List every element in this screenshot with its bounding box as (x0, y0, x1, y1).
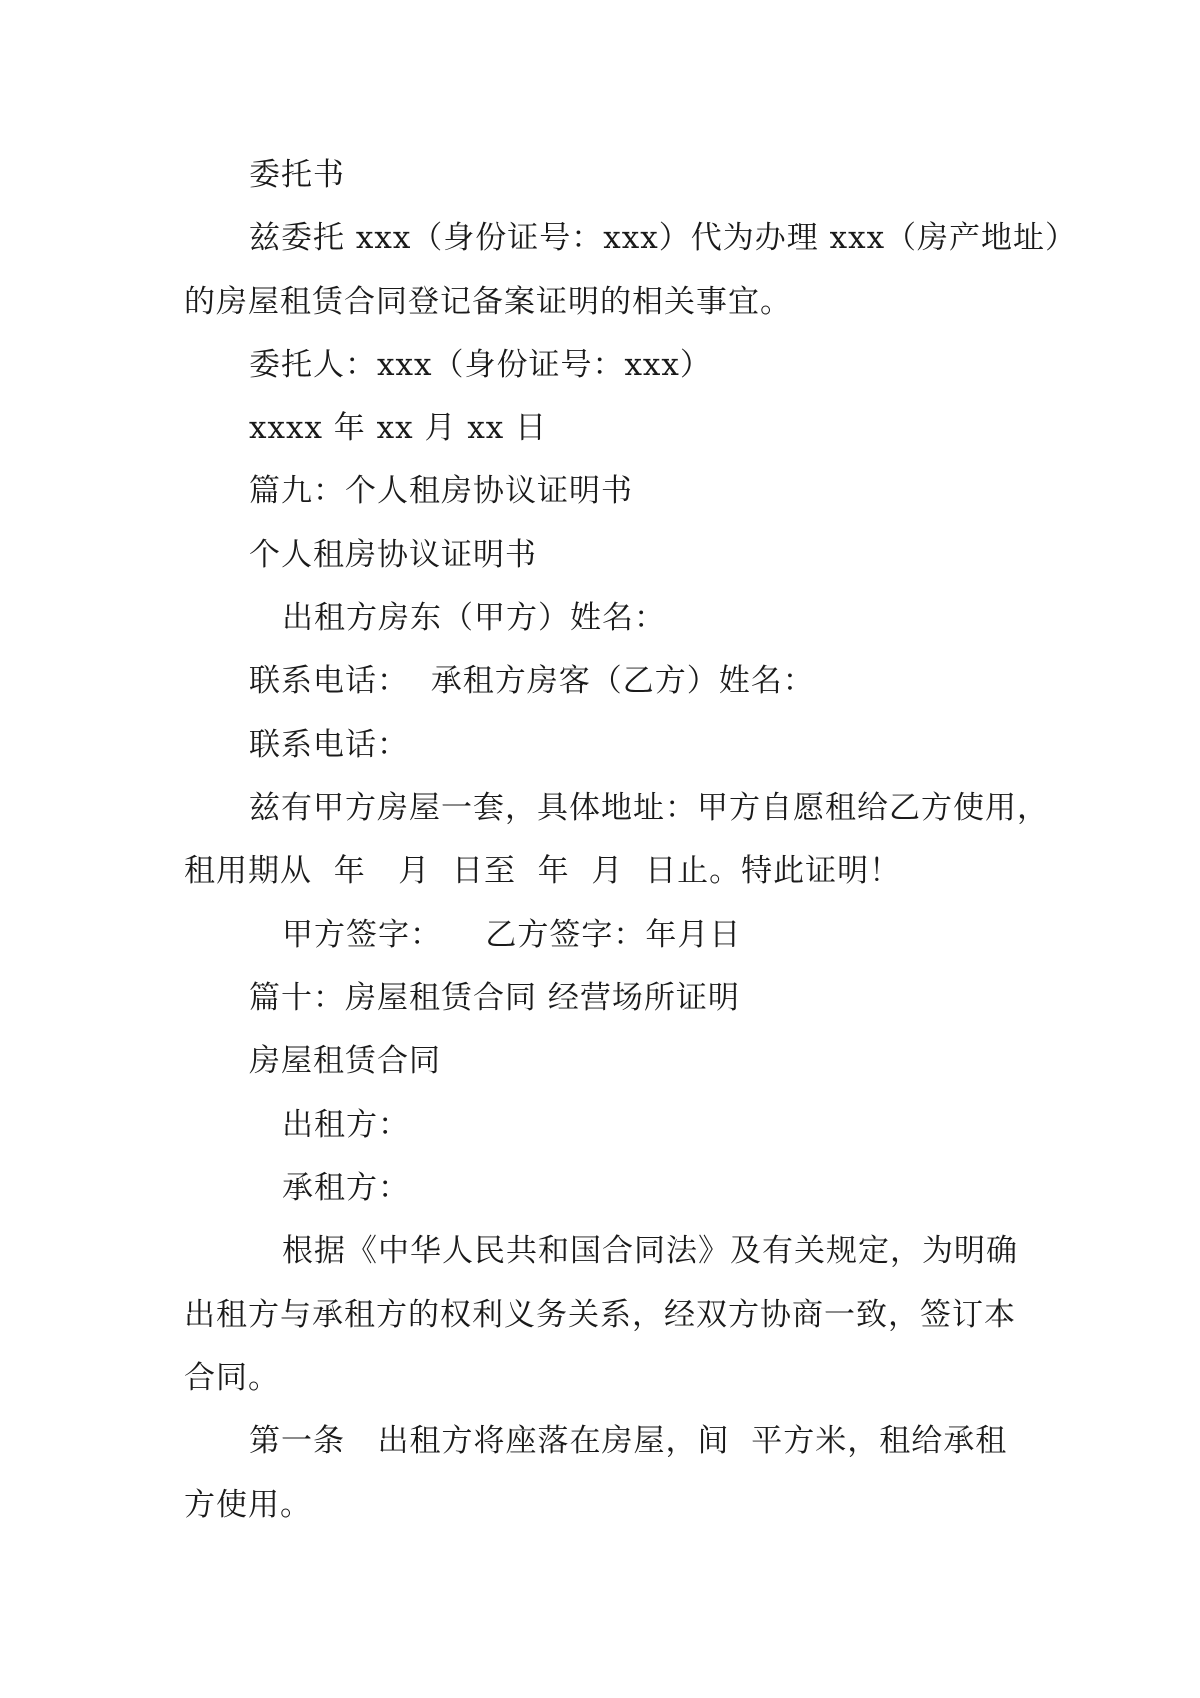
doc-line: 个人租房协议证明书 (249, 537, 537, 573)
doc-line: 的房屋租赁合同登记备案证明的相关事宜。 (184, 284, 792, 320)
doc-line: xxxx 年 xx 月 xx 日 (249, 410, 548, 446)
doc-line: 承租方： (282, 1170, 410, 1206)
doc-line: 出租方房东（甲方）姓名： (282, 600, 666, 636)
doc-line: 篇十：房屋租赁合同 经营场所证明 (249, 980, 740, 1016)
doc-line: 委托人：xxx（身份证号：xxx） (249, 347, 712, 383)
doc-line: 兹有甲方房屋一套，具体地址：甲方自愿租给乙方使用， (249, 790, 1049, 826)
doc-line: 房屋租赁合同 (249, 1043, 441, 1079)
doc-line: 联系电话： 承租方房客（乙方）姓名： (249, 663, 815, 699)
doc-line: 委托书 (249, 157, 345, 193)
doc-line: 联系电话： (249, 727, 409, 763)
doc-line: 根据《中华人民共和国合同法》及有关规定，为明确 (282, 1233, 1018, 1269)
doc-line: 合同。 (184, 1360, 280, 1396)
doc-line: 出租方： (282, 1107, 410, 1143)
doc-line: 租用期从 年 月 日至 年 月 日止。特此证明！ (184, 853, 902, 889)
doc-line: 出租方与承租方的权利义务关系，经双方协商一致，签订本 (184, 1297, 1016, 1333)
doc-line: 方使用。 (184, 1487, 312, 1523)
doc-line: 第一条 出租方将座落在房屋，间 平方米，租给承租 (249, 1423, 1008, 1459)
doc-line: 甲方签字： 乙方签字：年月日 (282, 917, 742, 953)
doc-line: 兹委托 xxx（身份证号：xxx）代为办理 xxx（房产地址） (249, 220, 1078, 256)
doc-line: 篇九：个人租房协议证明书 (249, 473, 633, 509)
